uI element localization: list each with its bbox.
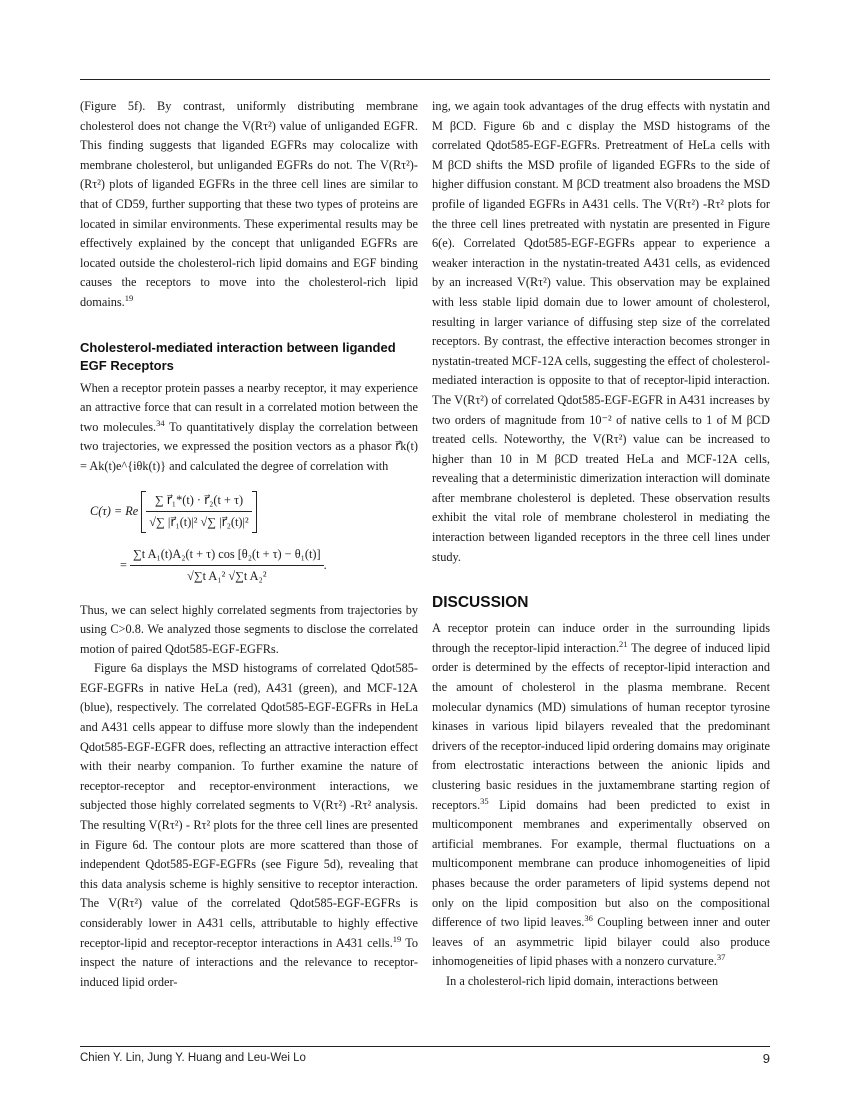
- paragraph: ing, we again took advantages of the drug effects with nystatin and M βCD. Figure 6b and c display the MSD histograms of the correlated Qdot585-EGF-EGFRs. Pretreatment of HeLa cells with M βCD shifts the MSD profile of liganded EGFRs to the side of higher diffusion constant. M βCD treatment also broadens the MSD profile of liganded EGFRs in A431 cells. The V(Rτ²) -Rτ² plots for the three cell lines pretreated with nystatin are presented in Figure 6(e). Correlated Qdot585-EGF-EGFRs appear to experience a weaker interaction in the nystatin-treated A431 cells, as evidenced by an increased V(Rτ²) value. This observation may be explained with less stable lipid domain due to lower amount of cholesterol, resulting in larger variance of diffusing step size of the correlated receptors. By contrast, the effective interaction becomes stronger in nystatin-treated MCF-12A cells, suggesting the effect of cholesterol-mediated interaction is opposite to that of receptor-lipid interaction. The V(Rτ²) of correlated Qdot585-EGF-EGFR in A431 increases by two orders of magnitude from 10⁻² of native cells to 1 of M βCD treated cells. Noteworthy, the V(Rτ²) value can be increased to higher than 10 in M βCD treated HeLa and MCF-12A cells, revealing that a deterministic dimerization interaction will dominate after membrane cholesterol is depleted. These observation results exhibit the vital role of membrane cholesterol in mediating the interaction between liganded receptors in the three cell lines under study.: [432, 99, 770, 564]
- paragraph: A receptor protein can induce order in the surrounding lipids through the receptor-lipid interaction.$^{21}$ The degree of induced lipid order is determined by the effects of receptor-lipid interaction and the amount of cholesterol in the plasma membrane. Recent molecular dynamics (MD) simulations of human receptor tyrosine kinases in various lipid bilayers revealed that the predominant drivers of the receptor-induced lipid ordering domains may originate from electrostatic interactions between the anionic lipids and clustering basic residues in the juxtamembrane starting region of receptors.$^{35}$ Lipid domains had been predicted to exist in multicomponent membranes and experimentally observed on artificial membranes. For example, thermal fluctuations on a multicomponent membrane can produce inhomogeneities of lipid phases because the order parameters of lipid systems depend not only on the lipid composition but also on the compositional difference of two lipid leaves.$^{36}$ Coupling between inner and outer leaves of an asymmetric lipid bilayer could also produce inhomogeneities of lipid phases with a nonzero curvature.$^{37}$: [432, 621, 770, 969]
- paragraph: Figure 6a displays the MSD histograms of correlated Qdot585-EGF-EGFRs in native HeLa (red), A431 (green), and MCF-12A (blue), respectively. The correlated Qdot585-EGF-EGFRs in HeLa and A431 cells appear to diffuse more slowly than the independent Qdot585-EGF-EGFR does, reflecting an attractive interaction effect with their nearby companion. To further examine the nature of receptor-receptor and receptor-environment interactions, we subjected those highly correlated segments to V(Rτ²) -Rτ² analysis. The resulting V(Rτ²) - Rτ² plots for the three cell lines are presented in Figure 6d. The contour plots are more scattered than those of independent Qdot585-EGF-EGFRs (see Figure 5d), revealing that this data analysis scheme is highly sensitive to receptor interaction. The V(Rτ²) value of the correlated Qdot585-EGF-EGFRs is considerably lower in A431 cells, attributable to highly effective receptor-lipid and receptor-receptor interactions in A431 cells.$^{19}$ To inspect the nature of interactions and the relevance to receptor-induced lipid order-: [80, 661, 419, 989]
- right-column: [432, 97, 770, 992]
- citation: 36: [584, 913, 593, 924]
- equation-numerator: ∑ r⃗₁*(t) · r⃗₂(t + τ): [146, 491, 251, 513]
- paragraph: When a receptor protein passes a nearby receptor, it may experience an attractive force that can result in a correlated motion between the two molecules.$^{34}$ To quantitatively display the correlation between two trajectories, we expressed the position vectors as a phasor r⃗k(t) = Ak(t)e^{iθk(t)} and calculated the degree of correlation with: [80, 380, 418, 473]
- paragraph: (Figure 5f). By contrast, uniformly distributing membrane cholesterol does not change the V(Rτ²) value of unliganded EGFR. This finding suggests that liganded EGFRs may colocalize with membrane cholesterol, but unliganded EGFRs do not. The V(Rτ²)- (Rτ²) plots of liganded EGFRs in the three cell lines are similar to that of CD59, further supporting that these two types of proteins are located in similar environments. These experimental results may be effectively explained by the concept that unliganded EGFRs are located outside the cholesterol-rich lipid domains and EGF binding causes the receptors to move into the cholesterol-rich lipid domains.$^{19}$: [80, 99, 418, 309]
- correlation-equation: C(τ) = Re $\frac{\text{∑ r⃗₁*(t) · r⃗₂(t + τ)}}{\text{√∑ |r⃗₁(t)|² √∑ |r⃗₂(t)|²}}$ = $\frac{\text{∑t A₁(t)A₂(t + τ) cos [θ₂(t + τ) − θ₁(t)]}}{\text{√∑t A₁² √∑t A₂²}}$ .: [80, 483, 418, 593]
- section-heading: Cholesterol-mediated interaction between liganded EGF Receptors: [80, 339, 396, 373]
- paragraph: Thus, we can select highly correlated segments from trajectories by using C>0.8. We analyzed those segments to disclose the correlated motion of paired Qdot585-EGF-EGFRs.: [80, 602, 418, 656]
- equation-lhs: C(τ) = Re: [90, 503, 139, 518]
- citation: 34: [156, 417, 165, 428]
- discussion-heading: DISCUSSION: [432, 594, 529, 612]
- header-rule: [80, 79, 770, 80]
- equation-numerator: ∑t A₁(t)A₂(t + τ) cos [θ₂(t + τ) − θ₁(t)]: [130, 545, 324, 567]
- paragraph: In a cholesterol-rich lipid domain, interactions between: [446, 973, 719, 988]
- citation: 21: [619, 638, 628, 649]
- footer-rule: [80, 1046, 770, 1047]
- equation-denominator: √∑t A₁² √∑t A₂²: [187, 569, 267, 584]
- citation: 19: [124, 292, 134, 303]
- footer-authors: Chien Y. Lin, Jung Y. Huang and Leu-Wei Lo: [80, 1052, 306, 1064]
- citation: 19: [392, 933, 402, 944]
- equation-denominator: √∑ |r⃗₁(t)|² √∑ |r⃗₂(t)|²: [149, 515, 249, 530]
- page-number: 9: [762, 1051, 770, 1066]
- citation: 37: [716, 952, 726, 963]
- left-column: [80, 97, 418, 992]
- citation: 35: [480, 795, 489, 806]
